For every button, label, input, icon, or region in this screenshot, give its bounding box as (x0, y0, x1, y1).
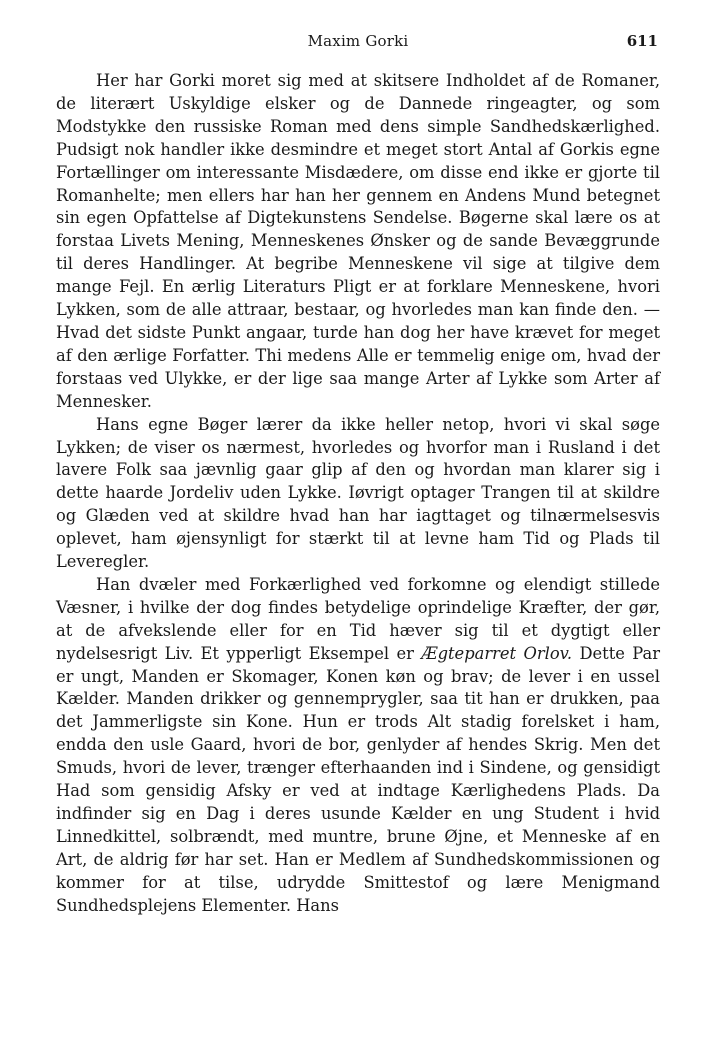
page-header (56, 28, 660, 56)
paragraph-1: Her har Gorki moret sig med at skitsere Indholdet af de Romaner, de literært Uskyldige elsker og de Dannede ringeagter, og som Modstykke den russiske Roman med dens simple Sandhedskærlighed. Pudsigt nok handler ikke desmindre et meget stort Antal af Gorkis egne Fortællinger om interessante Misdædere, om disse end ikke er gjorte til Romanhelte; men ellers har han her gennem en Andens Mund betegnet sin egen Opfattelse af Digtekunstens Sendelse. Bøgerne skal lære os at forstaa Livets Mening, Menneskenes Ønsker og de sande Bevæggrunde til deres Handlinger. At begribe Menneskene vil sige at tilgive dem mange Fejl. En ærlig Literaturs Pligt er at forklare Menneskene, hvori Lykken, som de alle attraar, bestaar, og hvorledes man kan finde den. — Hvad det sidste Punkt angaar, turde han dog her have krævet for meget af den ærlige Forfatter. Thi medens Alle er temmelig enige om, hvad der forstaas ved Ulykke, er der lige saa mange Arter af Lykke som Arter af Mennesker. (56, 71, 660, 411)
paragraph-3-text-after: Dette Par er ungt, Manden er Skomager, Konen køn og brav; de lever i en ussel Kælder. Manden drikker og gennemprygler, saa tit han er drukken, paa det Jammerligste sin Kone. Hun er trods Alt stadig forelsket i ham, endda den usle Gaard, hvori de bor, genlyder af hendes Skrig. Men det Smuds, hvori de lever, trænger efterhaanden ind i Sindene, og gensidigt Had som gensidig Afsky er ved at indtage Kærlighedens Plads. Da indfinder sig en Dag i deres usunde Kælder en ung Student i hvid Linnedkittel, solbrændt, med muntre, brune Øjne, et Menneske af en Art, de aldrig før har set. Han er Medlem af Sundhedskommissionen og kommer for at tilse, udrydde Smittestof og lære Menigmand Sundhedsplejens Elementer. Hans (56, 643, 661, 915)
running-title: Maxim Gorki (307, 32, 409, 50)
paragraph-3-text-before: Han dvæler med Forkærlighed ved forkomne og elendigt stillede Væsner, i hvilke der dog findes betydelige oprindelige Kræfter, der gør, at de afvekslende eller for en Tid hæver sig til et dygtigt eller nydelsesrigt Liv. Et ypperligt Eksempel er (56, 574, 660, 663)
book-page (56, 28, 660, 918)
work-title-italic: Ægteparret Orlov. (421, 643, 573, 663)
page-number: 611 (626, 32, 658, 50)
paragraph-3 (56, 574, 660, 918)
body-text (56, 70, 660, 918)
paragraph-2: Hans egne Bøger lærer da ikke heller netop, hvori vi skal søge Lykken; de viser os nærmest, hvorledes og hvorfor man i Rusland i det lavere Folk saa jævnlig gaar glip af den og hvordan man klarer sig i dette haarde Jordeliv uden Lykke. Iøvrigt optager Trangen til at skildre og Glæden ved at skildre hvad han har iagttaget og tilnærmelsesvis oplevet, ham øjensynligt for stærkt til at levne ham Tid og Plads til Leveregler. (56, 414, 660, 572)
